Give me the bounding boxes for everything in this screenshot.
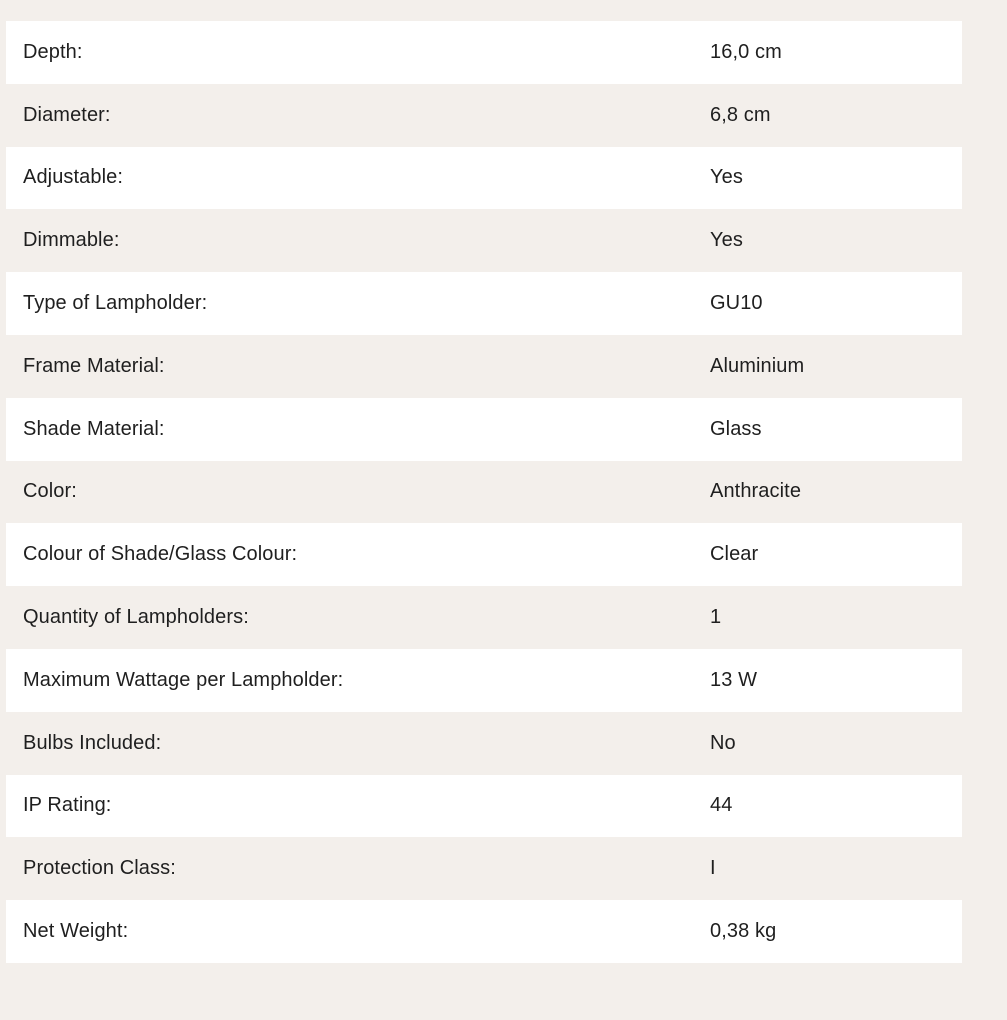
spec-value: 44 bbox=[710, 794, 733, 817]
spec-label: IP Rating: bbox=[23, 794, 112, 817]
spec-row-lampholder-type bbox=[6, 272, 962, 335]
spec-label: Maximum Wattage per Lampholder: bbox=[23, 668, 344, 691]
spec-value: 1 bbox=[710, 606, 722, 629]
spec-row-lampholder-quantity bbox=[6, 586, 962, 649]
spec-value: Aluminium bbox=[710, 354, 805, 377]
spec-row-shade-material bbox=[6, 398, 962, 461]
spec-row-protection-class bbox=[6, 837, 962, 900]
spec-value: Clear bbox=[710, 543, 759, 566]
spec-row-bulbs-included bbox=[6, 712, 962, 775]
spec-label: Color: bbox=[23, 480, 77, 503]
spec-label: Net Weight: bbox=[23, 920, 129, 943]
spec-row-shade-colour bbox=[6, 523, 962, 586]
spec-value: Glass bbox=[710, 417, 762, 440]
spec-label: Type of Lampholder: bbox=[23, 292, 208, 315]
spec-value: GU10 bbox=[710, 292, 763, 315]
spec-value: Yes bbox=[710, 229, 743, 252]
spec-value: I bbox=[710, 857, 716, 880]
spec-label: Colour of Shade/Glass Colour: bbox=[23, 543, 298, 566]
spec-label: Bulbs Included: bbox=[23, 731, 162, 754]
spec-row-dimmable bbox=[6, 209, 962, 272]
spec-value: Anthracite bbox=[710, 480, 802, 503]
spec-value: 0,38 kg bbox=[710, 920, 777, 943]
spec-label: Adjustable: bbox=[23, 166, 124, 189]
spec-label: Protection Class: bbox=[23, 857, 176, 880]
spec-label: Diameter: bbox=[23, 103, 111, 126]
product-spec-table bbox=[6, 21, 962, 963]
spec-value: No bbox=[710, 731, 736, 754]
spec-label: Quantity of Lampholders: bbox=[23, 606, 249, 629]
spec-row-net-weight bbox=[6, 900, 962, 963]
spec-label: Depth: bbox=[23, 40, 83, 63]
spec-label: Frame Material: bbox=[23, 354, 165, 377]
spec-row-color bbox=[6, 461, 962, 524]
spec-row-ip-rating bbox=[6, 775, 962, 838]
spec-row-max-wattage bbox=[6, 649, 962, 712]
spec-value: Yes bbox=[710, 166, 743, 189]
spec-value: 13 W bbox=[710, 668, 758, 691]
spec-label: Shade Material: bbox=[23, 417, 165, 440]
spec-label: Dimmable: bbox=[23, 229, 120, 252]
spec-row-adjustable bbox=[6, 147, 962, 210]
spec-row-depth bbox=[6, 21, 962, 84]
spec-value: 6,8 cm bbox=[710, 103, 771, 126]
spec-row-diameter bbox=[6, 84, 962, 147]
spec-value: 16,0 cm bbox=[710, 40, 782, 63]
spec-row-frame-material bbox=[6, 335, 962, 398]
